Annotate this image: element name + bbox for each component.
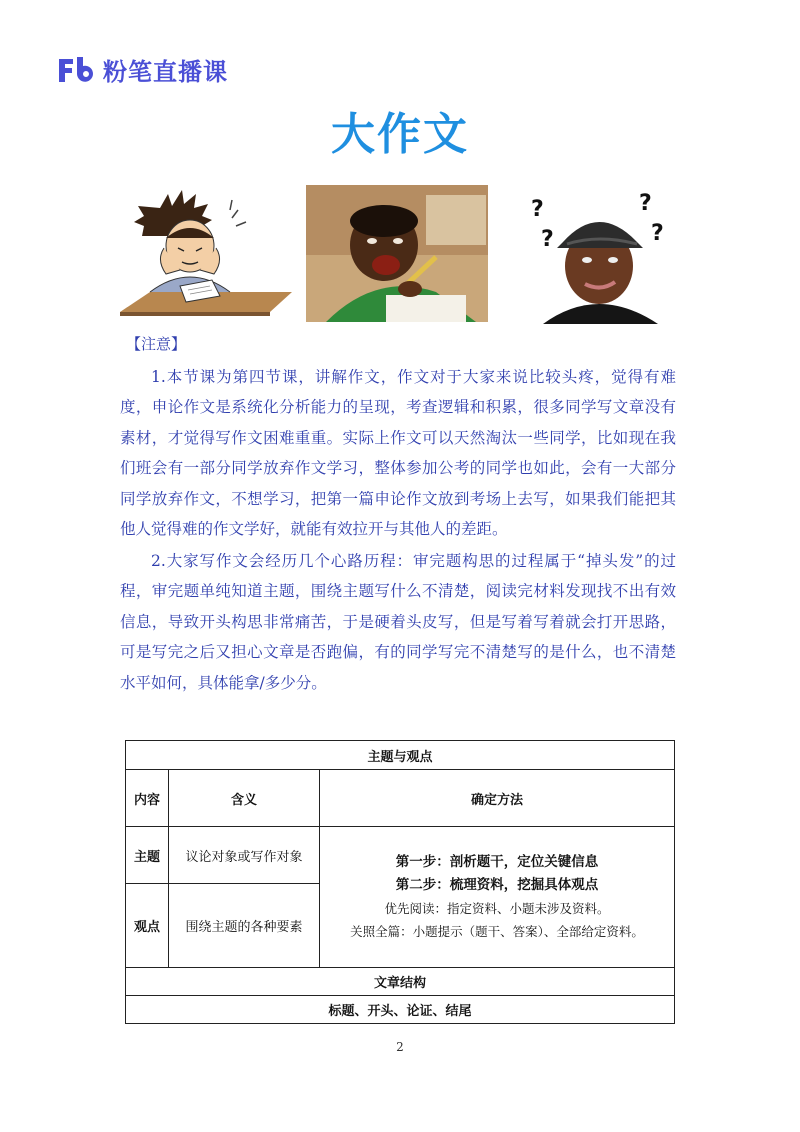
method-cell <box>320 827 675 968</box>
svg-text:?: ? <box>541 227 554 252</box>
notice-paragraph-1: 1.本节课为第四节课，讲解作文，作文对于大家来说比较头疼，觉得有难度，申论作文是系统化分析能力的呈现，考查逻辑和积累，很多同学写文章没有素材，才觉得写作文困难重重。实际上作文可以天然淘汰一些同学，比如现在我们班会有一部分同学放弃作文学习，整体参加公考的同学也如此，会有一大部分同学放弃作文，不想学习，把第一篇申论作文放到考场上去写，如果我们能把其他人觉得难的作文学好，就能有效拉开与其他人的差距。 <box>120 368 676 539</box>
svg-text:?: ? <box>639 191 652 216</box>
notice-heading: 【注意】 <box>126 335 187 353</box>
row-label-topic: 主题 <box>126 827 169 884</box>
confused-man-question-marks-photo <box>523 186 673 324</box>
brand-name: 粉笔直播课 <box>103 58 228 86</box>
svg-text:?: ? <box>531 197 544 222</box>
method-line-1: 优先阅读：指定资料、小题未涉及资料。 <box>384 901 610 916</box>
row-meaning-topic: 议论对象或写作对象 <box>169 827 320 884</box>
structure-title: 文章结构 <box>126 968 675 996</box>
structure-content: 标题、开头、论证、结尾 <box>126 996 675 1024</box>
stressed-student-cartoon <box>120 188 292 318</box>
svg-text:?: ? <box>651 221 664 246</box>
notice-paragraph-2: 2.大家写作文会经历几个心路历程：审完题构思的过程属于“掉头发”的过程，审完题单纯知道主题，围绕主题写什么不清楚，阅读完材料发现找不出有效信息，导致开头构思非常痛苦，于是硬着头皮写，但是写着写着就会打开思路，可是写完之后又担心文章是否跑偏，有的同学写完不清楚写的是什么，也不清楚水平如何，具体能拿/多少分。 <box>120 552 676 692</box>
header-logo <box>57 52 228 87</box>
fb-logo-icon <box>57 55 97 85</box>
page-title: 大作文 <box>331 109 469 160</box>
frustrated-boy-writing-photo <box>306 185 488 322</box>
header-meaning: 含义 <box>169 770 320 827</box>
topic-viewpoint-table <box>125 740 675 1024</box>
method-line-2: 关照全篇：小题提示（题干、答案）、全部给定资料。 <box>350 924 644 939</box>
page-number: 2 <box>396 1040 404 1054</box>
table-title: 主题与观点 <box>126 741 675 770</box>
row-label-viewpoint: 观点 <box>126 884 169 968</box>
method-step-1: 第一步：剖析题干，定位关键信息 <box>395 854 599 870</box>
header-method: 确定方法 <box>320 770 675 827</box>
row-meaning-viewpoint: 围绕主题的各种要素 <box>169 884 320 968</box>
method-step-2: 第二步：梳理资料，挖掘具体观点 <box>395 877 599 893</box>
header-content: 内容 <box>126 770 169 827</box>
